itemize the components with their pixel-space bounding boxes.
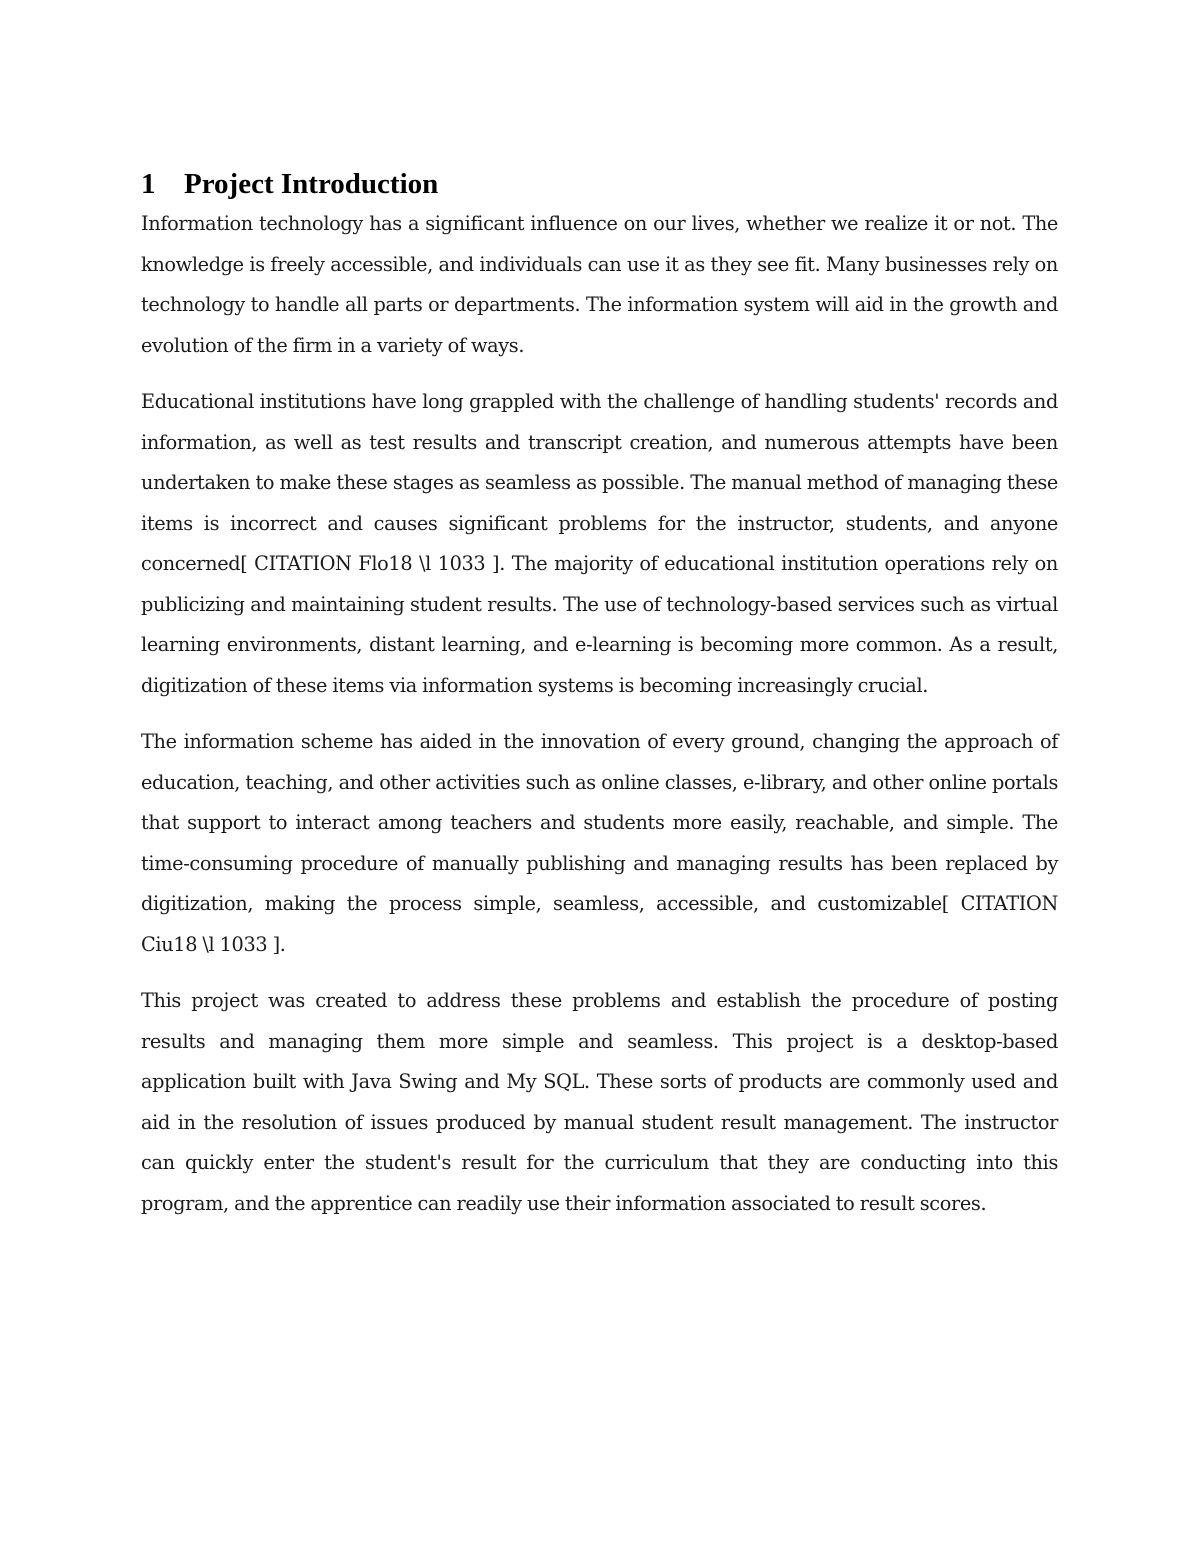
section-number: 1 bbox=[141, 168, 156, 200]
paragraph-4: This project was created to address these problems and establish the procedure of posting results and managing them more simple and seamless. This project is a desktop-based application built with Java Swing and My SQL. These sorts of products are commonly used and aid in the resolution of issues produced by manual student result management. The instructor can quickly enter the student's result for the curriculum that they are conducting into this program, and the apprentice can readily use their information associated to result scores. bbox=[141, 989, 1058, 1215]
section-title: Project Introduction bbox=[184, 168, 439, 200]
section-heading bbox=[141, 166, 1058, 202]
paragraph-1: Information technology has a significant influence on our lives, whether we realize it or not. The knowledge is freely accessible, and individuals can use it as they see fit. Many businesses rely on technology to handle all parts or departments. The information system will aid in the growth and evolution of the firm in a variety of ways. bbox=[141, 212, 1058, 357]
document-body bbox=[141, 166, 1058, 1240]
paragraph-2: Educational institutions have long grappled with the challenge of handling students' records and information, as well as test results and transcript creation, and numerous attempts have been undertaken to make these stages as seamless as possible. The manual method of managing these items is incorrect and causes significant problems for the instructor, students, and anyone concerned[ CITATION Flo18 \l 1033 ]. The majority of educational institution operations rely on publicizing and maintaining student results. The use of technology-based services such as virtual learning environments, distant learning, and e-learning is becoming more common. As a result, digitization of these items via information systems is becoming increasingly crucial. bbox=[141, 390, 1058, 697]
paragraph-3: The information scheme has aided in the innovation of every ground, changing the approach of education, teaching, and other activities such as online classes, e-library, and other online portals that support to interact among teachers and students more easily, reachable, and simple. The time-consuming procedure of manually publishing and managing results has been replaced by digitization, making the process simple, seamless, accessible, and customizable[ CITATION Ciu18 \l 1033 ]. bbox=[141, 730, 1058, 956]
